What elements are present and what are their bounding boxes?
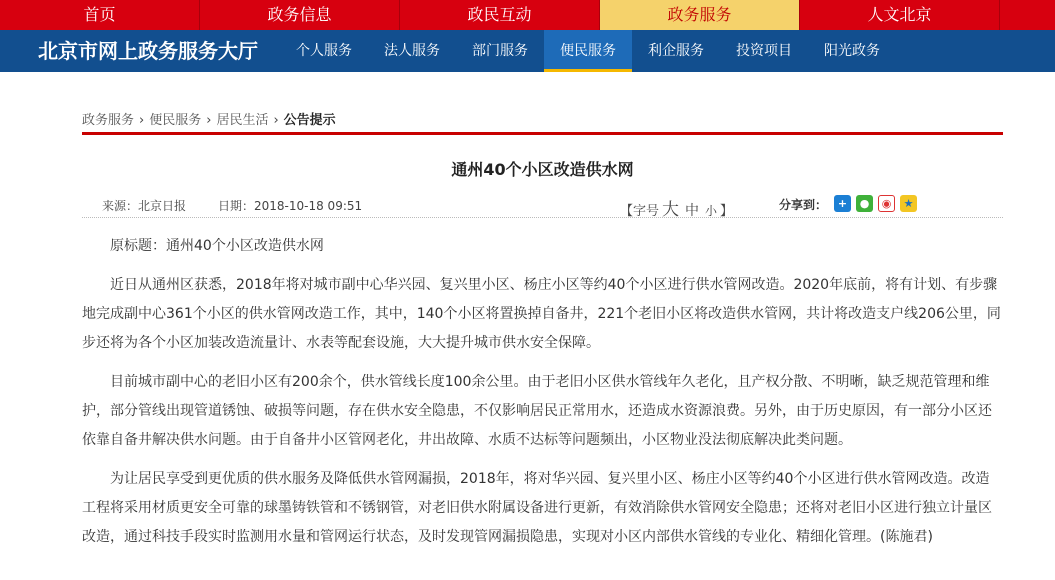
top-nav bbox=[0, 0, 1055, 30]
article-body bbox=[82, 232, 1003, 552]
share-plus-icon[interactable]: + bbox=[834, 195, 851, 212]
breadcrumb-current: 公告提示 bbox=[283, 113, 336, 128]
font-size-medium-button[interactable]: 中 bbox=[685, 203, 700, 219]
nav-personal-service[interactable]: 个人服务 bbox=[296, 43, 352, 59]
share-icons bbox=[834, 195, 917, 212]
site-brand[interactable]: 北京市网上政务服务大厅 bbox=[38, 39, 258, 63]
article-paragraph: 为让居民享受到更优质的供水服务及降低供水管网漏损，2018年，将对华兴园、复兴里小区、杨庄小区等约40个小区进行供水管网改造。改造工程将采用材质更安全可靠的球墨铸铁管和不锈钢管，对老旧供水附属设备进行更新，有效消除供水管网安全隐患；还将对老旧小区进行独立计量区改造，通过科技手段实时监测用水量和管网运行状态，及时发现管网漏损隐患，实现对小区内部供水管线的专业化、精细化管理。(陈施君) bbox=[82, 471, 992, 545]
breadcrumb-separator: › bbox=[273, 113, 279, 128]
top-tab-interaction[interactable]: 政民互动 bbox=[400, 0, 600, 30]
font-size-label: 【字号 bbox=[620, 204, 660, 219]
nav-department-service[interactable]: 部门服务 bbox=[472, 43, 528, 59]
font-size-small-button[interactable]: 小 bbox=[705, 204, 718, 218]
nav-legal-person-service[interactable]: 法人服务 bbox=[384, 43, 440, 59]
nav-investment-projects[interactable]: 投资项目 bbox=[736, 43, 792, 59]
share-label: 分享到： bbox=[779, 198, 828, 212]
top-tab-culture[interactable]: 人文北京 bbox=[800, 0, 1000, 30]
article-date: 日期：2018-10-18 09:51 bbox=[218, 199, 363, 213]
article-paragraph: 目前城市副中心的老旧小区有200余个，供水管线长度100余公里。由于老旧小区供水管线年久老化，且产权分散、不明晰，缺乏规范管理和维护，部分管线出现管道锈蚀、破损等问题，存在供水安全隐患，不仅影响居民正常用水，还造成水资源浪费。另外，由于历史原因，有一部分小区还依靠自备井解决供水问题。由于自备井小区管网老化，井出故障、水质不达标等问题频出，小区物业没法彻底解决此类问题。 bbox=[82, 374, 992, 448]
breadcrumb-resident-life[interactable]: 居民生活 bbox=[216, 113, 269, 128]
top-tab-gov-info[interactable]: 政务信息 bbox=[200, 0, 400, 30]
nav-business-service[interactable]: 利企服务 bbox=[648, 43, 704, 59]
top-tab-gov-service[interactable]: 政务服务 bbox=[600, 0, 800, 30]
service-nav bbox=[0, 30, 1055, 72]
top-tab-home[interactable]: 首页 bbox=[0, 0, 200, 30]
article-title: 通州40个小区改造供水网 bbox=[451, 160, 634, 179]
breadcrumb bbox=[82, 112, 1003, 130]
article-meta bbox=[82, 193, 1003, 220]
article-paragraph: 近日从通州区获悉，2018年将对城市副中心华兴园、复兴里小区、杨庄小区等约40个小区进行供水管网改造。2020年底前，将有计划、有步骤地完成副中心361个小区的供水管网改造工作，其中，140个小区将置换掉自备井，221个老旧小区将改造供水管网，共计将改造支户线206公里，同步还将为各个小区加装改造流量计、水表等配套设施，大大提升城市供水安全保障。 bbox=[82, 277, 1001, 351]
breadcrumb-separator: › bbox=[139, 113, 145, 128]
breadcrumb-divider bbox=[82, 132, 1003, 135]
font-size-large-button[interactable]: 大 bbox=[662, 200, 680, 220]
qzone-icon[interactable]: ★ bbox=[900, 195, 917, 212]
weibo-icon[interactable]: ◉ bbox=[878, 195, 895, 212]
font-size-control bbox=[620, 195, 733, 220]
nav-open-government[interactable]: 阳光政务 bbox=[824, 43, 880, 59]
breadcrumb-separator: › bbox=[206, 113, 212, 128]
breadcrumb-gov-service[interactable]: 政务服务 bbox=[82, 113, 135, 128]
breadcrumb-convenience[interactable]: 便民服务 bbox=[149, 113, 202, 128]
article-paragraph: 原标题：通州40个小区改造供水网 bbox=[110, 238, 324, 254]
article-container bbox=[82, 72, 1003, 562]
nav-convenience-service[interactable]: 便民服务 bbox=[544, 30, 632, 72]
article-source: 来源：北京日报 bbox=[102, 199, 187, 213]
meta-divider bbox=[82, 217, 1003, 218]
wechat-icon[interactable]: ● bbox=[856, 195, 873, 212]
font-size-label-close: 】 bbox=[720, 204, 734, 219]
